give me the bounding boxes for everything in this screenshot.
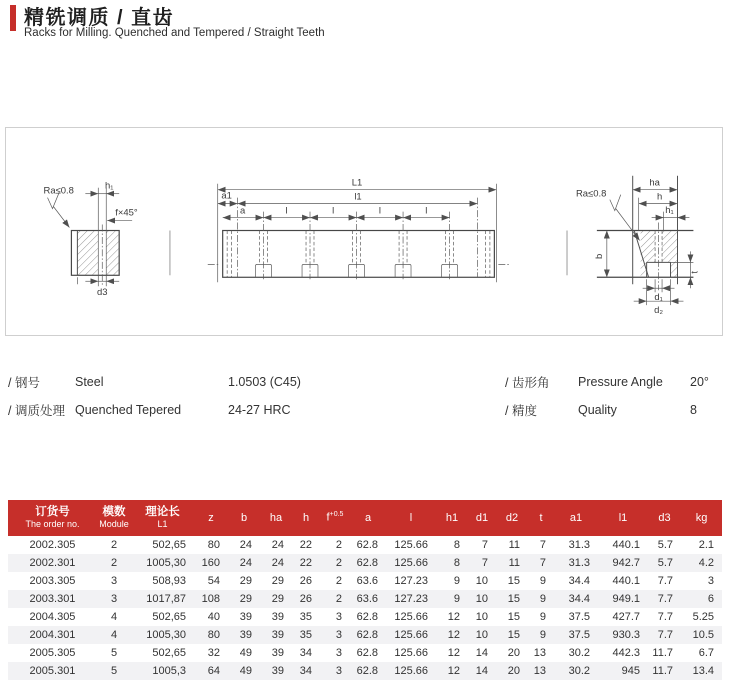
table-cell: 5.7 [657, 557, 673, 569]
table-cell: 502,65 [152, 539, 186, 551]
col-header-h1: h1 [436, 500, 468, 536]
table-cell: 427.7 [612, 611, 640, 623]
table-cell: 5 [110, 647, 118, 659]
table-cell: 2002.301 [29, 557, 76, 569]
table-cell: 63.6 [356, 575, 378, 587]
dim-label-a1: a1 [221, 190, 232, 202]
table-cell: 9 [539, 593, 546, 605]
table-cell: 24 [239, 557, 252, 569]
table-cell: 1017,87 [146, 593, 186, 605]
table-cell: 13.4 [692, 665, 714, 677]
table-cell: 10 [475, 629, 488, 641]
dim-label-h1: h₁ [665, 205, 674, 217]
table-cell: 9 [539, 575, 546, 587]
table-cell: 13 [533, 647, 546, 659]
table-cell: 7.7 [657, 611, 673, 623]
table-cell: 39 [271, 665, 284, 677]
spec-label-en: Quality [578, 403, 617, 417]
col-header-f: $f^{+0.5}$ [320, 500, 350, 536]
dim-label-a: a [239, 205, 246, 217]
order-table-body [8, 536, 722, 680]
table-cell: 930.3 [612, 629, 640, 641]
col-header-module: 模数 Module [97, 500, 131, 536]
col-header-h: h [292, 500, 320, 536]
left-section-view [44, 181, 138, 298]
table-cell: 3 [335, 611, 342, 623]
table-cell: 24 [239, 539, 252, 551]
dim-label-h1: h₁ [105, 180, 114, 192]
spec-label-zh: / 精度 [505, 404, 537, 418]
dim-label-f45: f×45° [115, 207, 138, 219]
table-cell: 39 [271, 629, 284, 641]
table-cell: 22 [299, 557, 312, 569]
table-row [8, 644, 722, 662]
table-cell: 64 [207, 665, 220, 677]
table-cell: 7.7 [657, 629, 673, 641]
table-cell: 9 [453, 593, 460, 605]
table-cell: 6.7 [698, 647, 714, 659]
table-cell: 10 [475, 593, 488, 605]
top-view [208, 178, 510, 283]
table-cell: 2004.301 [29, 629, 76, 641]
table-cell: 35 [299, 611, 312, 623]
table-cell: 37.5 [568, 629, 590, 641]
col-header-b: b [228, 500, 260, 536]
dim-label-l1: l1 [354, 191, 362, 203]
table-cell: 20 [507, 647, 520, 659]
table-cell: 9 [539, 629, 546, 641]
table-cell: 2005.301 [29, 665, 76, 677]
spec-row-quality [505, 400, 709, 420]
table-row [8, 608, 722, 626]
spec-row-treatment [8, 400, 301, 420]
page-subtitle: Racks for Milling. Quenched and Tempered / Straight Teeth [24, 27, 325, 39]
table-cell: 508,93 [152, 575, 186, 587]
table-cell: 12 [447, 665, 460, 677]
order-table-header [8, 500, 722, 536]
table-cell: 442.3 [612, 647, 640, 659]
table-cell: 35 [299, 629, 312, 641]
order-table [8, 500, 722, 680]
table-cell: 3 [110, 575, 118, 587]
table-cell: 12 [447, 611, 460, 623]
table-cell: 1005,30 [146, 557, 186, 569]
col-header-l1: l1 [598, 500, 648, 536]
table-cell: 11.7 [652, 647, 673, 659]
dim-label-l: l [378, 205, 381, 217]
table-cell: 1005,30 [146, 629, 186, 641]
table-cell: 127.23 [394, 575, 428, 587]
table-cell: 20 [507, 665, 520, 677]
table-cell: 14 [475, 647, 488, 659]
col-header-l: l [386, 500, 436, 536]
dim-label-b: b [593, 253, 605, 260]
col-header-kg: kg [681, 500, 722, 536]
table-cell: 2 [335, 557, 342, 569]
spec-label-en: Pressure Angle [578, 375, 663, 389]
table-cell: 62.8 [356, 665, 378, 677]
table-cell: 80 [207, 629, 220, 641]
table-cell: 34.4 [568, 575, 590, 587]
table-cell: 125.66 [394, 647, 428, 659]
table-cell: 62.8 [356, 611, 378, 623]
spec-row-pressure-angle [505, 372, 709, 392]
table-cell: 49 [239, 665, 252, 677]
table-cell: 127.23 [394, 593, 428, 605]
table-cell: 7 [481, 539, 488, 551]
col-header-d1: d1 [468, 500, 496, 536]
table-cell: 2003.305 [29, 575, 76, 587]
table-row [8, 572, 722, 590]
table-cell: 22 [299, 539, 312, 551]
table-cell: 24 [271, 539, 284, 551]
table-cell: 8 [453, 557, 460, 569]
specs-right [505, 372, 709, 428]
table-cell: 32 [207, 647, 220, 659]
table-cell: 40 [207, 611, 220, 623]
surface-finish-label: Ra≤0.8 [43, 185, 74, 197]
table-cell: 26 [299, 593, 312, 605]
table-cell: 502,65 [152, 647, 186, 659]
table-cell: 125.66 [394, 611, 428, 623]
dim-label-d3: d3 [97, 287, 108, 299]
spec-row-steel [8, 372, 301, 392]
table-cell: 62.8 [356, 557, 378, 569]
col-header-theoretical-length: 理论长 L1 [131, 500, 194, 536]
table-cell: 49 [239, 647, 252, 659]
right-section-view [576, 176, 700, 316]
spec-label-en: Steel [75, 375, 104, 389]
table-cell: 5.7 [657, 539, 673, 551]
table-cell: 29 [271, 575, 284, 587]
table-cell: 440.1 [612, 575, 640, 587]
dim-label-t: t [689, 270, 701, 274]
table-cell: 5 [110, 665, 118, 677]
surface-finish-label: Ra≤0.8 [575, 188, 607, 200]
table-cell: 62.8 [356, 647, 378, 659]
col-header-t: t [528, 500, 554, 536]
table-cell: 29 [239, 575, 252, 587]
table-cell: 34 [299, 647, 312, 659]
table-cell: 10 [475, 575, 488, 587]
col-header-order-no: 订货号 The order no. [8, 500, 97, 536]
table-cell: 39 [239, 629, 252, 641]
technical-drawing [5, 127, 723, 336]
table-cell: 2 [110, 539, 118, 551]
table-cell: 3 [110, 593, 118, 605]
table-cell: 2 [335, 575, 342, 587]
dim-label-d1: d₁ [654, 292, 663, 304]
table-cell: 10 [475, 611, 488, 623]
table-cell: 7.7 [657, 593, 673, 605]
table-cell: 80 [207, 539, 220, 551]
table-cell: 62.8 [356, 539, 378, 551]
table-cell: 945 [621, 665, 640, 677]
table-cell: 63.6 [356, 593, 378, 605]
table-cell: 502,65 [152, 611, 186, 623]
dim-label-d2: d₂ [654, 305, 664, 317]
table-cell: 2002.305 [29, 539, 76, 551]
spec-label-zh: / 调质处理 [8, 404, 65, 418]
table-cell: 3 [707, 575, 714, 587]
table-cell: 2 [110, 557, 118, 569]
table-cell: 39 [239, 611, 252, 623]
table-cell: 39 [271, 647, 284, 659]
table-cell: 5.25 [692, 611, 714, 623]
table-cell: 1005,3 [152, 665, 186, 677]
table-cell: 30.2 [568, 665, 590, 677]
table-cell: 10.5 [692, 629, 714, 641]
table-cell: 2003.301 [29, 593, 76, 605]
col-header-d2: d2 [496, 500, 528, 536]
title-accent-bar [10, 5, 16, 31]
table-cell: 15 [507, 629, 520, 641]
table-row [8, 590, 722, 608]
table-row [8, 662, 722, 680]
spec-label-zh: / 钢号 [8, 376, 40, 390]
spec-value: 8 [690, 403, 697, 417]
col-header-d3: d3 [648, 500, 681, 536]
table-cell: 4 [110, 611, 118, 623]
spec-label-zh: / 齿形角 [505, 376, 550, 390]
dim-label-l: l [425, 205, 428, 217]
table-cell: 8 [453, 539, 460, 551]
spec-value: 20° [690, 375, 709, 389]
spec-value: 24-27 HRC [228, 403, 291, 417]
table-cell: 7 [481, 557, 488, 569]
col-header-z: z [194, 500, 228, 536]
table-cell: 3 [335, 647, 342, 659]
table-cell: 24 [271, 557, 284, 569]
spec-label-en: Quenched Tepered [75, 403, 182, 417]
table-cell: 62.8 [356, 629, 378, 641]
table-row [8, 554, 722, 572]
table-cell: 31.3 [568, 557, 590, 569]
table-cell: 11 [508, 557, 520, 569]
table-cell: 34 [299, 665, 312, 677]
table-cell: 12 [447, 629, 460, 641]
col-header-a: a [350, 500, 386, 536]
table-cell: 13 [533, 665, 546, 677]
table-cell: 2004.305 [29, 611, 76, 623]
table-cell: 108 [201, 593, 220, 605]
table-cell: 30.2 [568, 647, 590, 659]
table-cell: 31.3 [568, 539, 590, 551]
spec-value: 1.0503 (C45) [228, 375, 301, 389]
col-header-ha: ha [260, 500, 292, 536]
table-cell: 2 [335, 593, 342, 605]
table-cell: 4.2 [698, 557, 714, 569]
table-cell: 9 [453, 575, 460, 587]
mounting-holes [256, 212, 458, 280]
table-cell: 37.5 [568, 611, 590, 623]
dim-label-h: h [656, 191, 663, 203]
table-cell: 26 [299, 575, 312, 587]
table-cell: 14 [475, 665, 488, 677]
table-cell: 2 [335, 539, 342, 551]
table-cell: 3 [335, 629, 342, 641]
table-cell: 4 [110, 629, 118, 641]
table-cell: 125.66 [394, 539, 428, 551]
specs-left [8, 372, 301, 428]
table-cell: 7 [539, 539, 546, 551]
table-cell: 440.1 [612, 539, 640, 551]
table-cell: 34.4 [568, 593, 590, 605]
table-cell: 942.7 [612, 557, 640, 569]
table-cell: 11 [508, 539, 520, 551]
table-cell: 15 [507, 575, 520, 587]
table-cell: 29 [271, 593, 284, 605]
table-cell: 39 [271, 611, 284, 623]
table-cell: 949.1 [612, 593, 640, 605]
table-cell: 2.1 [698, 539, 714, 551]
table-cell: 11.7 [652, 665, 673, 677]
table-cell: 125.66 [394, 629, 428, 641]
dim-label-ha: ha [649, 177, 660, 189]
table-cell: 125.66 [394, 557, 428, 569]
table-cell: 54 [207, 575, 220, 587]
table-row [8, 536, 722, 554]
dim-label-l: l [332, 205, 335, 217]
table-cell: 3 [335, 665, 342, 677]
table-cell: 6 [707, 593, 714, 605]
table-cell: 12 [447, 647, 460, 659]
page-title: 精铣调质 / 直齿 [24, 7, 175, 29]
dim-label-l: l [285, 205, 288, 217]
table-cell: 125.66 [394, 665, 428, 677]
table-cell: 7.7 [657, 575, 673, 587]
col-header-a1: a1 [554, 500, 598, 536]
table-cell: 15 [507, 611, 520, 623]
roughness-icon [610, 195, 621, 211]
table-row [8, 626, 722, 644]
table-cell: 2005.305 [29, 647, 76, 659]
table-cell: 9 [539, 611, 546, 623]
table-cell: 7 [539, 557, 546, 569]
dim-label-L1: L1 [351, 177, 363, 189]
table-cell: 160 [201, 557, 220, 569]
table-cell: 15 [507, 593, 520, 605]
table-cell: 29 [239, 593, 252, 605]
